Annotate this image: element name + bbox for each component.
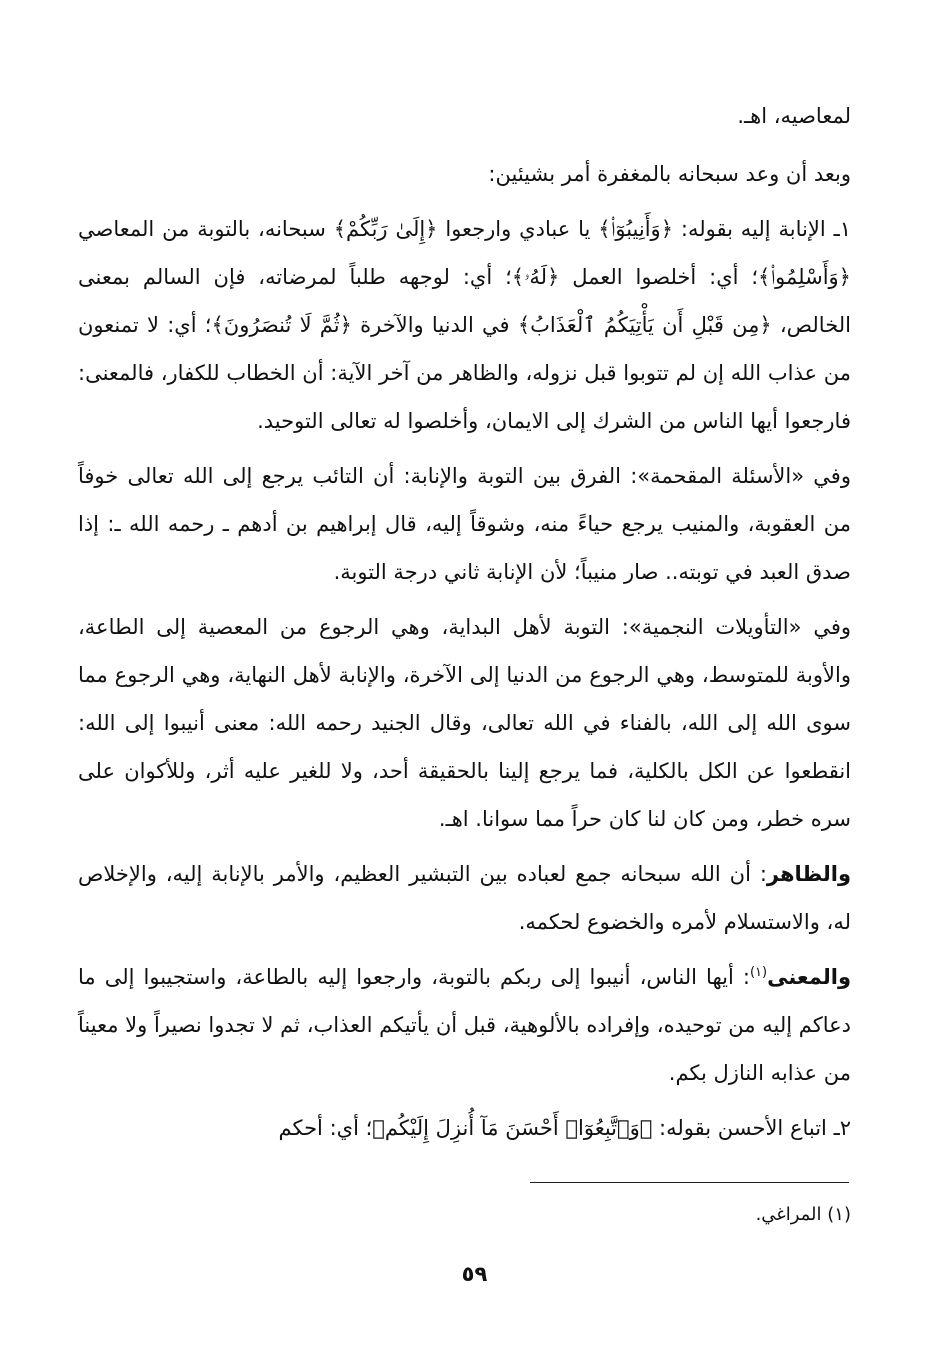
- footnote-divider: [530, 1182, 849, 1183]
- maana-lead: والمعنى: [767, 965, 851, 989]
- page-number: ٥٩: [461, 1262, 488, 1286]
- paragraph-opening: لمعاصيه، اهـ.: [737, 104, 851, 128]
- paragraph-maana: [78, 953, 851, 1097]
- paragraph-inaba: ١ـ الإنابة إليه بقوله: ﴿وَأَنِيبُوٓا۟﴾ يا عبادي وارجعوا ﴿إِلَىٰ رَبِّكُمْ﴾ سبحانه، بالتوبة من المعاصي ﴿وَأَسْلِمُوا۟﴾؛ أي: أخلصوا العمل ﴿لَهُۥ﴾؛ أي: لوجهه طلباً لمرضاته، فإن السالم بمعنى الخالص، ﴿مِن قَبْلِ أَن يَأْتِيَكُمُ ٱلْعَذَابُ﴾ في الدنيا والآخرة ﴿ثُمَّ لَا تُنصَرُونَ﴾؛ أي: لا تمنعون من عذاب الله إن لم تتوبوا قبل نزوله، والظاهر من آخر الآية: أن الخطاب للكفار، فالمعنى: فارجعوا أيها الناس من الشرك إلى الايمان، وأخلصوا له تعالى التوحيد.: [78, 217, 851, 433]
- main-text: [78, 92, 851, 1159]
- footnote: (١) المراغي.: [755, 1204, 851, 1225]
- paragraph-intro: وبعد أن وعد سبحانه بالمغفرة أمر بشيئين:: [488, 162, 851, 186]
- paragraph-asila: وفي «الأسئلة المقحمة»: الفرق بين التوبة والإنابة: أن التائب يرجع إلى الله تعالى خوفاً من العقوبة، والمنيب يرجع حياءً منه، وشوقاً إليه، قال إبراهيم بن أدهم ـ رحمه الله ـ: إذا صدق العبد في توبته.. صار منيباً؛ لأن الإنابة ثاني درجة التوبة.: [78, 464, 851, 584]
- maana-text: : أيها الناس، أنيبوا إلى ربكم بالتوبة، وارجعوا إليه بالطاعة، واستجيبوا إلى ما دعاكم إليه من توحيده، وإفراده بالألوهية، قبل أن يأتيكم العذاب، ثم لا تجدوا نصيراً ولا معيناً من عذابه النازل بكم.: [78, 965, 851, 1085]
- zahir-text: : أن الله سبحانه جمع لعباده بين التبشير العظيم، والأمر بالإنابة إليه، والإخلاص له، والاستسلام لأمره والخضوع لحكمه.: [78, 862, 851, 934]
- paragraph-ittiba: ٢ـ اتباع الأحسن بقوله: ﴿وَٱتَّبِعُوٓا۟ أَحْسَنَ مَآ أُنزِلَ إِلَيْكُم﴾؛ أي: أحكم: [278, 1116, 851, 1140]
- paragraph-zahir: [78, 850, 851, 946]
- zahir-lead: والظاهر: [766, 862, 851, 886]
- footnote-reference: (١): [749, 965, 768, 980]
- paragraph-tawilat: وفي «التأويلات النجمية»: التوبة لأهل البداية، وهي الرجوع من المعصية إلى الطاعة، والأوبة للمتوسط، وهي الرجوع من الدنيا إلى الآخرة، والإنابة لأهل النهاية، وهي الرجوع مما سوى الله إلى الله، بالفناء في الله تعالى، وقال الجنيد رحمه الله: معنى أنيبوا إلى الله: انقطعوا عن الكل بالكلية، فما يرجع إلينا بالحقيقة أحد، ولا للغير عليه أثر، وللأكوان على سره خطر، ومن كان لنا كان حراً مما سوانا. اهـ.: [78, 615, 851, 831]
